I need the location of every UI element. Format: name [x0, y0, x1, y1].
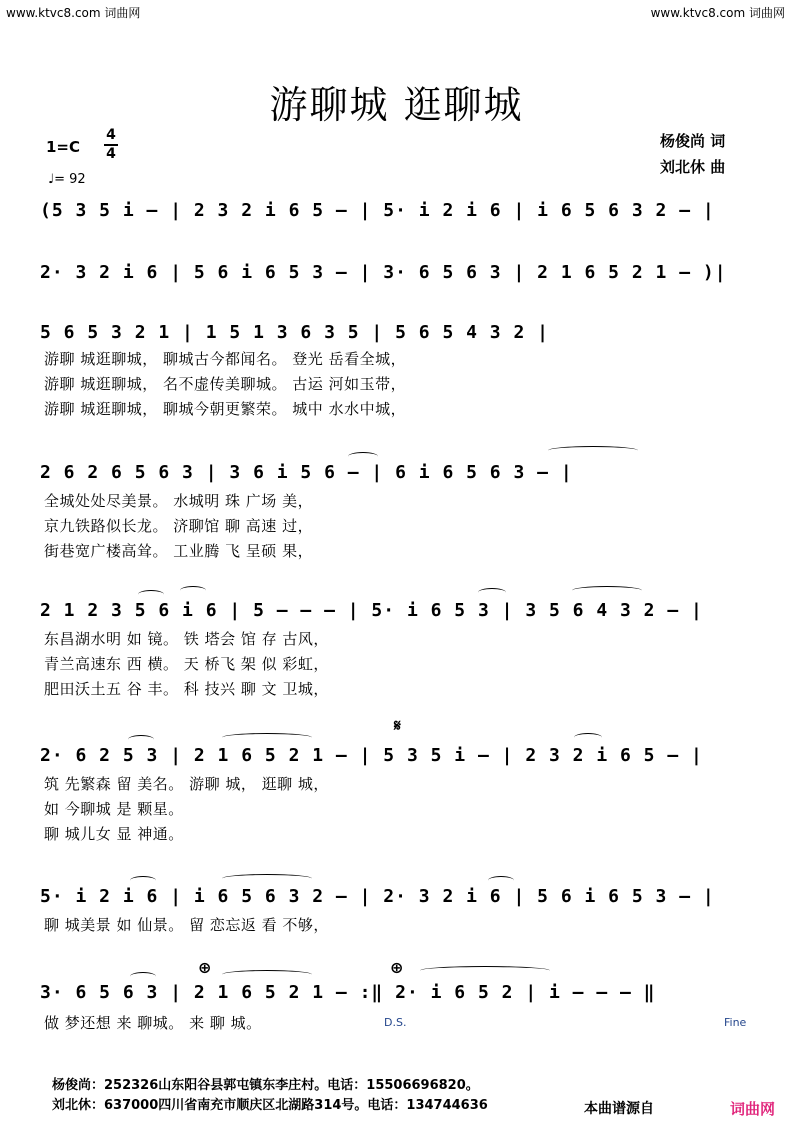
lyric-4-1: 全城处处尽美景。 水城明 珠 广场 美，: [44, 492, 314, 510]
song-title: 游聊城 逛聊城: [269, 83, 524, 127]
slur: [180, 586, 206, 595]
slur: [130, 876, 156, 885]
site-logo: 词曲网: [730, 1100, 776, 1118]
composer-contact: 刘北休：637000四川省南充市顺庆区北湖路314号。电话：134744636: [52, 1098, 488, 1113]
lyric-5-3: 肥田沃土五 谷 丰。 科 技兴 聊 文 卫城，: [44, 680, 329, 698]
lyric-8-1: 做 梦还想 来 聊城。 来 聊 城。: [44, 1014, 262, 1032]
notes-line-7: 5· i 2 i 6 | i 6 5 6 3 2 – | 2· 3 2 i 6 | 5 6 i 6 5 3 – |: [40, 886, 715, 907]
notes-line-1: (5 3 5 i – | 2 3 2 i 6 5 – | 5· i 2 i 6 | i 6 5 6 3 2 – |: [40, 200, 715, 221]
slur: [128, 735, 154, 744]
notes-line-6: 2· 6 2 5 3 | 2 1 6 5 2 1 – | 5 3 5 i – | 2 3 2 i 6 5 – |: [40, 745, 703, 766]
lyric-4-3: 街巷宽广楼高耸。 工业腾 飞 呈硕 果，: [44, 542, 314, 560]
lyric-4-2: 京九铁路似长龙。 济聊馆 聊 高速 过，: [44, 517, 314, 535]
lyric-3-3: 游聊 城逛聊城， 聊城今朝更繁荣。 城中 水水中城，: [44, 400, 407, 418]
lyricist-contact: 杨俊尚：252326山东阳谷县郭屯镇东李庄村。电话：15506696820。: [52, 1078, 479, 1093]
key-signature: 1=C: [46, 138, 81, 156]
slur: [222, 733, 312, 742]
score-line-1: [40, 200, 760, 240]
notes-line-4: 2 6 2 6 5 6 3 | 3 6 i 5 6 – | 6 i 6 5 6 3 – |: [40, 462, 573, 483]
lyric-3-2: 游聊 城逛聊城， 名不虚传美聊城。 古运 河如玉带，: [44, 375, 407, 393]
meter-bottom: 4: [106, 146, 116, 162]
segno-sign: 𝄋: [394, 716, 401, 735]
dal-segno-mark: D.S.: [384, 1016, 407, 1029]
site-watermark-right: www.ktvc8.com 词曲网: [650, 6, 785, 20]
notes-line-5: 2 1 2 3 5 6 i 6 | 5 – – – | 5· i 6 5 3 | 3 5 6 4 3 2 – |: [40, 600, 703, 621]
source-note: 本曲谱源自: [584, 1098, 654, 1118]
lyric-6-2: 如 今聊城 是 颗星。: [44, 800, 184, 818]
lyric-6-3: 聊 城儿女 显 神通。: [44, 825, 184, 843]
slur: [488, 876, 514, 885]
fine-mark: Fine: [724, 1016, 747, 1029]
lyric-7-1: 聊 城美景 如 仙景。 留 恋忘返 看 不够，: [44, 916, 329, 934]
meter-top: 4: [106, 127, 116, 143]
lyric-5-1: 东昌湖水明 如 镜。 铁 塔会 馆 存 古风，: [44, 630, 329, 648]
slur: [348, 452, 378, 461]
notes-line-3: 5 6 5 3 2 1 | 1 5 1 3 6 3 5 | 5 6 5 4 3 2 |: [40, 322, 549, 343]
slur: [222, 874, 312, 883]
composer-credit: 刘北休 曲: [660, 158, 726, 176]
score-line-2: [40, 262, 760, 302]
slur: [478, 588, 506, 597]
tempo-mark: ♩= 92: [48, 172, 86, 187]
slur: [420, 966, 550, 975]
slur: [572, 586, 642, 595]
notes-line-2: 2· 3 2 i 6 | 5 6 i 6 5 3 – | 3· 6 5 6 3 | 2 1 6 5 2 1 – )|: [40, 262, 727, 283]
slur: [574, 733, 602, 742]
coda-sign-2: ⊕: [390, 958, 404, 977]
lyricist-credit: 杨俊尚 词: [660, 132, 726, 150]
time-signature: [104, 128, 118, 162]
slur: [548, 446, 638, 455]
slur: [138, 590, 164, 599]
slur: [130, 972, 156, 981]
lyric-6-1: 筑 先繁森 留 美名。 游聊 城， 逛聊 城，: [44, 775, 329, 793]
coda-sign-1: ⊕: [198, 958, 212, 977]
lyric-3-1: 游聊 城逛聊城， 聊城古今都闻名。 登光 岳看全城，: [44, 350, 407, 368]
notes-line-8: 3· 6 5 6 3 | 2 1 6 5 2 1 – :‖ 2· i 6 5 2 | i – – – ‖: [40, 982, 656, 1003]
slur: [222, 970, 312, 979]
site-watermark-left: www.ktvc8.com 词曲网: [6, 6, 141, 20]
lyric-5-2: 青兰高速东 西 横。 天 桥飞 架 似 彩虹，: [44, 655, 329, 673]
